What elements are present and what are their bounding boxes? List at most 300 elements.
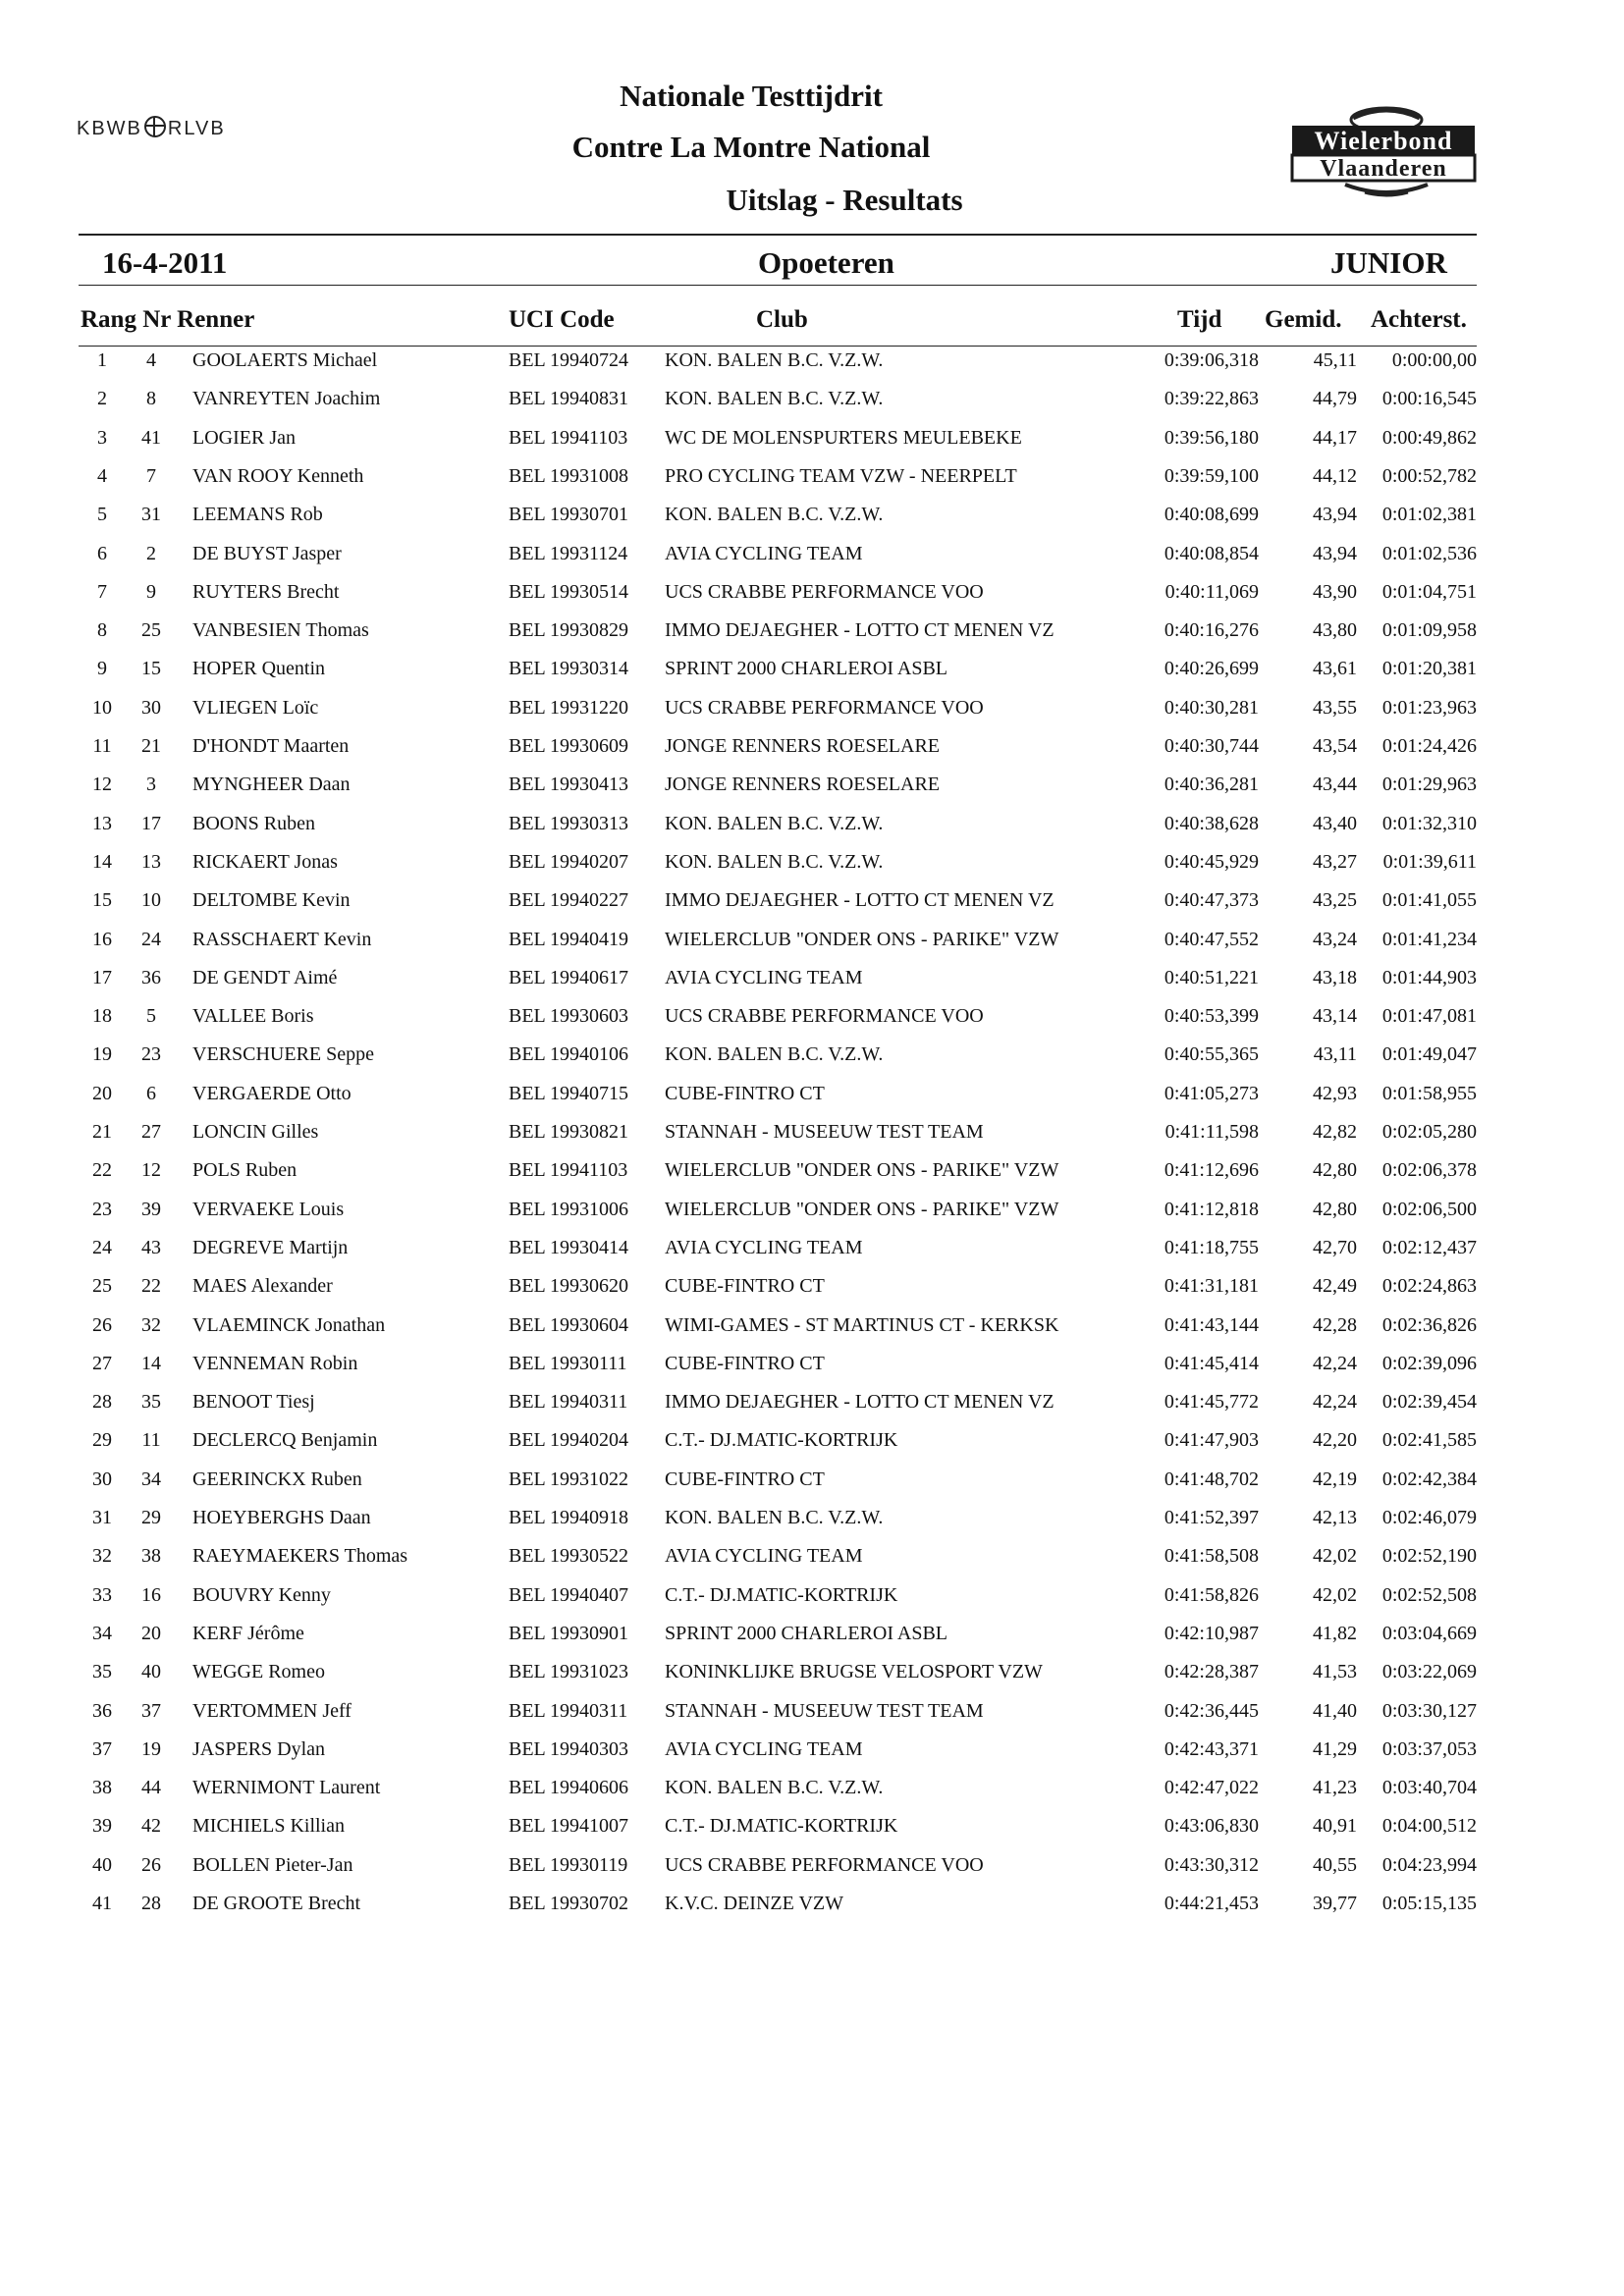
bib-number-cell: 20 xyxy=(141,1622,161,1644)
rider-name-cell: VALLEE Boris xyxy=(192,1005,314,1028)
time-cell: 0:40:45,929 xyxy=(1164,850,1259,873)
rank-cell: 13 xyxy=(92,812,112,834)
title-line-2: Contre La Montre National xyxy=(571,130,931,164)
uci-code-cell: BEL 19940407 xyxy=(509,1583,629,1606)
time-behind-cell: 0:01:58,955 xyxy=(1381,1082,1477,1104)
time-behind-cell: 0:02:06,378 xyxy=(1381,1159,1477,1182)
time-behind-cell: 0:02:39,454 xyxy=(1381,1391,1477,1414)
club-cell: IMMO DEJAEGHER - LOTTO CT MENEN VZ xyxy=(665,889,1055,912)
time-behind-cell: 0:01:24,426 xyxy=(1381,735,1477,757)
time-cell: 0:42:28,387 xyxy=(1164,1661,1259,1683)
time-cell: 0:39:06,318 xyxy=(1164,349,1259,371)
average-speed-cell: 40,55 xyxy=(1313,1853,1357,1876)
average-speed-cell: 42,02 xyxy=(1313,1545,1357,1568)
club-cell: AVIA CYCLING TEAM xyxy=(665,966,863,988)
time-behind-cell: 0:01:41,234 xyxy=(1381,928,1477,950)
uci-code-cell: BEL 19940204 xyxy=(509,1429,629,1452)
col-header-achterst: Achterst. xyxy=(1371,306,1467,333)
average-speed-cell: 43,94 xyxy=(1313,542,1357,564)
club-cell: JONGE RENNERS ROESELARE xyxy=(665,774,941,796)
time-cell: 0:40:08,699 xyxy=(1164,504,1259,526)
rider-name-cell: POLS Ruben xyxy=(192,1159,298,1182)
rank-cell: 33 xyxy=(92,1583,112,1606)
rider-name-cell: LONCIN Gilles xyxy=(192,1121,319,1143)
bib-number-cell: 10 xyxy=(141,889,161,912)
uci-code-cell: BEL 19930119 xyxy=(509,1853,628,1876)
bib-number-cell: 32 xyxy=(141,1313,161,1336)
club-cell: KON. BALEN B.C. V.Z.W. xyxy=(665,1043,884,1066)
club-cell: KON. BALEN B.C. V.Z.W. xyxy=(665,349,884,371)
time-behind-cell: 0:02:52,190 xyxy=(1381,1545,1477,1568)
bib-number-cell: 14 xyxy=(141,1352,161,1374)
col-header-gemid: Gemid. xyxy=(1265,306,1342,333)
uci-code-cell: BEL 19931006 xyxy=(509,1198,629,1220)
time-behind-cell: 0:01:04,751 xyxy=(1381,580,1477,603)
rank-cell: 20 xyxy=(92,1082,112,1104)
rank-cell: 10 xyxy=(92,696,112,719)
time-behind-cell: 0:04:00,512 xyxy=(1381,1815,1477,1838)
club-cell: AVIA CYCLING TEAM xyxy=(665,1236,863,1258)
average-speed-cell: 43,25 xyxy=(1313,889,1357,912)
rank-cell: 15 xyxy=(92,889,112,912)
table-row xyxy=(0,349,1624,387)
rank-cell: 14 xyxy=(92,850,112,873)
time-behind-cell: 0:02:36,826 xyxy=(1381,1313,1477,1336)
time-behind-cell: 0:00:52,782 xyxy=(1381,464,1477,487)
rider-name-cell: BOUVRY Kenny xyxy=(192,1583,331,1606)
bib-number-cell: 31 xyxy=(141,504,161,526)
bib-number-cell: 6 xyxy=(146,1082,156,1104)
rank-cell: 1 xyxy=(97,349,107,371)
bib-number-cell: 42 xyxy=(141,1815,161,1838)
time-cell: 0:40:36,281 xyxy=(1164,774,1259,796)
rank-cell: 3 xyxy=(97,426,107,449)
rank-cell: 28 xyxy=(92,1391,112,1414)
table-row xyxy=(0,658,1624,695)
club-cell: AVIA CYCLING TEAM xyxy=(665,542,863,564)
rider-name-cell: DE BUYST Jasper xyxy=(192,542,342,564)
average-speed-cell: 44,79 xyxy=(1313,388,1357,410)
table-row xyxy=(0,1237,1624,1274)
club-cell: UCS CRABBE PERFORMANCE VOO xyxy=(665,696,984,719)
rider-name-cell: RUYTERS Brecht xyxy=(192,580,340,603)
club-cell: KON. BALEN B.C. V.Z.W. xyxy=(665,812,884,834)
table-row xyxy=(0,1391,1624,1428)
table-row xyxy=(0,1623,1624,1660)
uci-code-cell: BEL 19930702 xyxy=(509,1893,629,1914)
club-cell: WIELERCLUB "ONDER ONS - PARIKE" VZW xyxy=(665,1198,1059,1220)
rider-name-cell: VERGAERDE Otto xyxy=(192,1082,352,1104)
rank-cell: 19 xyxy=(92,1043,112,1066)
rank-cell: 25 xyxy=(92,1275,112,1298)
table-row xyxy=(0,1314,1624,1352)
time-behind-cell: 0:02:52,508 xyxy=(1381,1583,1477,1606)
rank-cell: 8 xyxy=(97,619,107,642)
rider-name-cell: MICHIELS Killian xyxy=(192,1815,345,1838)
average-speed-cell: 43,90 xyxy=(1313,580,1357,603)
rider-name-cell: RICKAERT Jonas xyxy=(192,850,338,873)
bib-number-cell: 41 xyxy=(141,426,161,449)
uci-code-cell: BEL 19930701 xyxy=(509,504,629,526)
average-speed-cell: 43,27 xyxy=(1313,850,1357,873)
bib-number-cell: 29 xyxy=(141,1507,161,1528)
average-speed-cell: 43,80 xyxy=(1313,619,1357,642)
table-row xyxy=(0,1353,1624,1390)
table-row xyxy=(0,774,1624,811)
table-row xyxy=(0,1854,1624,1892)
average-speed-cell: 42,70 xyxy=(1313,1236,1357,1258)
bib-number-cell: 8 xyxy=(146,388,156,410)
time-cell: 0:39:22,863 xyxy=(1164,388,1259,410)
uci-code-cell: BEL 19941103 xyxy=(509,1159,628,1182)
rider-name-cell: VENNEMAN Robin xyxy=(192,1352,358,1374)
rider-name-cell: JASPERS Dylan xyxy=(192,1737,326,1760)
average-speed-cell: 42,93 xyxy=(1313,1082,1357,1104)
club-cell: K.V.C. DEINZE VZW xyxy=(665,1893,844,1914)
table-row xyxy=(0,1083,1624,1120)
uci-code-cell: BEL 19940106 xyxy=(509,1043,629,1066)
rank-cell: 11 xyxy=(92,735,112,757)
rider-name-cell: WEGGE Romeo xyxy=(192,1661,325,1683)
club-cell: KON. BALEN B.C. V.Z.W. xyxy=(665,1777,884,1799)
time-behind-cell: 0:01:02,536 xyxy=(1381,542,1477,564)
rank-cell: 29 xyxy=(92,1429,112,1452)
uci-code-cell: BEL 19940207 xyxy=(509,850,629,873)
rider-name-cell: HOPER Quentin xyxy=(192,658,325,680)
time-behind-cell: 0:05:15,135 xyxy=(1381,1893,1477,1914)
average-speed-cell: 42,13 xyxy=(1313,1507,1357,1528)
uci-code-cell: BEL 19930111 xyxy=(509,1352,627,1374)
time-cell: 0:41:18,755 xyxy=(1164,1236,1259,1258)
average-speed-cell: 43,61 xyxy=(1313,658,1357,680)
time-behind-cell: 0:01:39,611 xyxy=(1382,850,1477,873)
table-row xyxy=(0,465,1624,503)
club-cell: C.T.- DJ.MATIC-KORTRIJK xyxy=(665,1429,898,1452)
uci-code-cell: BEL 19930620 xyxy=(509,1275,629,1298)
average-speed-cell: 41,53 xyxy=(1313,1661,1357,1683)
uci-code-cell: BEL 19930821 xyxy=(509,1121,629,1143)
rider-name-cell: RAEYMAEKERS Thomas xyxy=(192,1545,408,1568)
time-behind-cell: 0:00:00,00 xyxy=(1391,349,1477,371)
kbwb-text: KBWB xyxy=(77,118,142,139)
rank-cell: 34 xyxy=(92,1622,112,1644)
time-cell: 0:41:47,903 xyxy=(1164,1429,1259,1452)
rank-cell: 18 xyxy=(92,1005,112,1028)
uci-code-cell: BEL 19930413 xyxy=(509,774,629,796)
rank-cell: 21 xyxy=(92,1121,112,1143)
time-cell: 0:42:47,022 xyxy=(1164,1777,1259,1799)
time-behind-cell: 0:02:12,437 xyxy=(1381,1236,1477,1258)
time-cell: 0:43:30,312 xyxy=(1164,1853,1259,1876)
time-behind-cell: 0:02:05,280 xyxy=(1381,1121,1477,1143)
header-rule-top xyxy=(79,234,1477,236)
rider-name-cell: DEGREVE Martijn xyxy=(192,1236,349,1258)
rider-name-cell: MAES Alexander xyxy=(192,1275,333,1298)
uci-code-cell: BEL 19930414 xyxy=(509,1236,629,1258)
time-behind-cell: 0:01:23,963 xyxy=(1381,696,1477,719)
uci-code-cell: BEL 19930609 xyxy=(509,735,629,757)
time-behind-cell: 0:01:09,958 xyxy=(1381,619,1477,642)
time-cell: 0:41:43,144 xyxy=(1164,1313,1259,1336)
time-behind-cell: 0:01:47,081 xyxy=(1381,1005,1477,1028)
rider-name-cell: VLIEGEN Loïc xyxy=(192,696,319,719)
club-cell: WIELERCLUB "ONDER ONS - PARIKE" VZW xyxy=(665,1159,1059,1182)
time-cell: 0:40:11,069 xyxy=(1164,580,1259,603)
uci-code-cell: BEL 19931220 xyxy=(509,696,629,719)
time-cell: 0:40:47,552 xyxy=(1164,928,1259,950)
rank-cell: 40 xyxy=(92,1853,112,1876)
bib-number-cell: 9 xyxy=(146,580,156,603)
bib-number-cell: 30 xyxy=(141,696,161,719)
time-behind-cell: 0:01:32,310 xyxy=(1381,812,1477,834)
rider-name-cell: VERTOMMEN Jeff xyxy=(192,1699,352,1722)
bib-number-cell: 5 xyxy=(146,1005,156,1028)
rider-name-cell: GEERINCKX Ruben xyxy=(192,1468,362,1490)
rider-name-cell: VAN ROOY Kenneth xyxy=(192,464,364,487)
table-row xyxy=(0,1005,1624,1042)
time-cell: 0:41:05,273 xyxy=(1164,1082,1259,1104)
average-speed-cell: 43,14 xyxy=(1313,1005,1357,1028)
time-cell: 0:40:30,281 xyxy=(1164,696,1259,719)
time-cell: 0:40:26,699 xyxy=(1164,658,1259,680)
time-cell: 0:41:58,508 xyxy=(1164,1545,1259,1568)
average-speed-cell: 44,12 xyxy=(1313,464,1357,487)
time-cell: 0:40:53,399 xyxy=(1164,1005,1259,1028)
time-behind-cell: 0:03:30,127 xyxy=(1381,1699,1477,1722)
table-row xyxy=(0,1429,1624,1467)
average-speed-cell: 42,24 xyxy=(1313,1352,1357,1374)
average-speed-cell: 41,29 xyxy=(1313,1737,1357,1760)
table-row xyxy=(0,1121,1624,1158)
rider-name-cell: VERVAEKE Louis xyxy=(192,1198,345,1220)
club-cell: KON. BALEN B.C. V.Z.W. xyxy=(665,388,884,410)
time-behind-cell: 0:02:39,096 xyxy=(1381,1352,1477,1374)
time-behind-cell: 0:01:41,055 xyxy=(1381,889,1477,912)
rider-name-cell: GOOLAERTS Michael xyxy=(192,349,378,371)
rank-cell: 26 xyxy=(92,1313,112,1336)
rank-cell: 5 xyxy=(97,504,107,526)
time-cell: 0:41:45,772 xyxy=(1164,1391,1259,1414)
time-behind-cell: 0:01:49,047 xyxy=(1381,1043,1477,1066)
bib-number-cell: 4 xyxy=(146,349,156,371)
bib-number-cell: 21 xyxy=(141,735,161,757)
time-cell: 0:43:06,830 xyxy=(1164,1815,1259,1838)
uci-code-cell: BEL 19930522 xyxy=(509,1545,629,1568)
bib-number-cell: 19 xyxy=(141,1737,161,1760)
title-line-1: Nationale Testtijdrit xyxy=(620,79,883,113)
time-cell: 0:40:47,373 xyxy=(1164,889,1259,912)
time-behind-cell: 0:02:46,079 xyxy=(1381,1507,1477,1528)
uci-code-cell: BEL 19931023 xyxy=(509,1661,629,1683)
rank-cell: 31 xyxy=(92,1507,112,1528)
average-speed-cell: 42,02 xyxy=(1313,1583,1357,1606)
bib-number-cell: 44 xyxy=(141,1777,161,1799)
time-behind-cell: 0:01:02,381 xyxy=(1381,504,1477,526)
rider-name-cell: DECLERCQ Benjamin xyxy=(192,1429,378,1452)
table-row xyxy=(0,1275,1624,1312)
average-speed-cell: 43,24 xyxy=(1313,928,1357,950)
rank-cell: 24 xyxy=(92,1236,112,1258)
time-cell: 0:39:59,100 xyxy=(1164,464,1259,487)
uci-code-cell: BEL 19930514 xyxy=(509,580,629,603)
uci-code-cell: BEL 19940715 xyxy=(509,1082,629,1104)
bib-number-cell: 39 xyxy=(141,1198,161,1220)
club-cell: STANNAH - MUSEEUW TEST TEAM xyxy=(665,1121,984,1143)
table-row xyxy=(0,1893,1624,1930)
table-row xyxy=(0,1507,1624,1544)
rank-cell: 4 xyxy=(97,464,107,487)
uci-code-cell: BEL 19940303 xyxy=(509,1737,629,1760)
bib-number-cell: 23 xyxy=(141,1043,161,1066)
club-cell: UCS CRABBE PERFORMANCE VOO xyxy=(665,1853,984,1876)
uci-code-cell: BEL 19940724 xyxy=(509,349,629,371)
uci-code-cell: BEL 19930829 xyxy=(509,619,629,642)
table-row xyxy=(0,1043,1624,1081)
club-cell: CUBE-FINTRO CT xyxy=(665,1352,825,1374)
time-cell: 0:42:36,445 xyxy=(1164,1699,1259,1722)
rider-name-cell: LOGIER Jan xyxy=(192,426,296,449)
rider-name-cell: DELTOMBE Kevin xyxy=(192,889,351,912)
average-speed-cell: 41,40 xyxy=(1313,1699,1357,1722)
time-cell: 0:40:30,744 xyxy=(1164,735,1259,757)
bib-number-cell: 16 xyxy=(141,1583,161,1606)
uci-code-cell: BEL 19941103 xyxy=(509,426,628,449)
rider-name-cell: HOEYBERGHS Daan xyxy=(192,1507,371,1528)
time-cell: 0:41:48,702 xyxy=(1164,1468,1259,1490)
rank-cell: 38 xyxy=(92,1777,112,1799)
uci-code-cell: BEL 19940918 xyxy=(509,1507,629,1528)
average-speed-cell: 42,82 xyxy=(1313,1121,1357,1143)
uci-code-cell: BEL 19940831 xyxy=(509,388,629,410)
time-behind-cell: 0:03:22,069 xyxy=(1381,1661,1477,1683)
time-cell: 0:40:16,276 xyxy=(1164,619,1259,642)
bib-number-cell: 2 xyxy=(146,542,156,564)
club-cell: KON. BALEN B.C. V.Z.W. xyxy=(665,850,884,873)
rider-name-cell: VERSCHUERE Seppe xyxy=(192,1043,374,1066)
time-cell: 0:40:08,854 xyxy=(1164,542,1259,564)
time-cell: 0:42:43,371 xyxy=(1164,1737,1259,1760)
rank-cell: 36 xyxy=(92,1699,112,1722)
race-date: 16-4-2011 xyxy=(102,245,228,280)
time-cell: 0:40:55,365 xyxy=(1164,1043,1259,1066)
average-speed-cell: 39,77 xyxy=(1313,1893,1357,1914)
club-cell: KONINKLIJKE BRUGSE VELOSPORT VZW xyxy=(665,1661,1043,1683)
uci-code-cell: BEL 19940419 xyxy=(509,928,629,950)
rank-cell: 39 xyxy=(92,1815,112,1838)
rider-name-cell: DE GENDT Aimé xyxy=(192,966,338,988)
table-row xyxy=(0,967,1624,1004)
club-cell: WC DE MOLENSPURTERS MEULEBEKE xyxy=(665,426,1022,449)
average-speed-cell: 42,28 xyxy=(1313,1313,1357,1336)
table-row xyxy=(0,504,1624,541)
bib-number-cell: 17 xyxy=(141,812,161,834)
average-speed-cell: 42,20 xyxy=(1313,1429,1357,1452)
rank-cell: 17 xyxy=(92,966,112,988)
average-speed-cell: 42,19 xyxy=(1313,1468,1357,1490)
club-cell: WIMI-GAMES - ST MARTINUS CT - KERKSK xyxy=(665,1313,1059,1336)
svg-text:Wielerbond: Wielerbond xyxy=(1314,127,1453,155)
rank-cell: 9 xyxy=(97,658,107,680)
average-speed-cell: 44,17 xyxy=(1313,426,1357,449)
rank-cell: 22 xyxy=(92,1159,112,1182)
uci-code-cell: BEL 19930901 xyxy=(509,1622,629,1644)
race-location: Opoeteren xyxy=(758,245,894,280)
col-header-club: Club xyxy=(756,306,808,333)
average-speed-cell: 42,80 xyxy=(1313,1159,1357,1182)
time-cell: 0:42:10,987 xyxy=(1164,1622,1259,1644)
club-cell: KON. BALEN B.C. V.Z.W. xyxy=(665,504,884,526)
time-cell: 0:41:31,181 xyxy=(1164,1275,1259,1298)
club-cell: C.T.- DJ.MATIC-KORTRIJK xyxy=(665,1583,898,1606)
bib-number-cell: 25 xyxy=(141,619,161,642)
table-row xyxy=(0,889,1624,927)
time-behind-cell: 0:01:44,903 xyxy=(1381,966,1477,988)
club-cell: SPRINT 2000 CHARLEROI ASBL xyxy=(665,1622,948,1644)
uci-code-cell: BEL 19940617 xyxy=(509,966,629,988)
average-speed-cell: 40,91 xyxy=(1313,1815,1357,1838)
rider-name-cell: BOLLEN Pieter-Jan xyxy=(192,1853,353,1876)
average-speed-cell: 43,54 xyxy=(1313,735,1357,757)
time-behind-cell: 0:01:20,381 xyxy=(1381,658,1477,680)
rider-name-cell: BOONS Ruben xyxy=(192,812,316,834)
table-row xyxy=(0,735,1624,773)
rank-cell: 30 xyxy=(92,1468,112,1490)
time-behind-cell: 0:02:41,585 xyxy=(1381,1429,1477,1452)
time-behind-cell: 0:02:24,863 xyxy=(1381,1275,1477,1298)
rider-name-cell: VANBESIEN Thomas xyxy=(192,619,369,642)
club-cell: PRO CYCLING TEAM VZW - NEERPELT xyxy=(665,464,1017,487)
bib-number-cell: 34 xyxy=(141,1468,161,1490)
table-row xyxy=(0,697,1624,734)
club-cell: UCS CRABBE PERFORMANCE VOO xyxy=(665,1005,984,1028)
bib-number-cell: 3 xyxy=(146,774,156,796)
club-cell: IMMO DEJAEGHER - LOTTO CT MENEN VZ xyxy=(665,1391,1055,1414)
table-row xyxy=(0,619,1624,657)
bib-number-cell: 26 xyxy=(141,1853,161,1876)
uci-code-cell: BEL 19940606 xyxy=(509,1777,629,1799)
col-header-rang-nr-renner: Rang Nr Renner xyxy=(81,306,255,333)
rank-cell: 37 xyxy=(92,1737,112,1760)
rank-cell: 35 xyxy=(92,1661,112,1683)
club-cell: IMMO DEJAEGHER - LOTTO CT MENEN VZ xyxy=(665,619,1055,642)
bib-number-cell: 27 xyxy=(141,1121,161,1143)
uci-code-cell: BEL 19940227 xyxy=(509,889,629,912)
bib-number-cell: 28 xyxy=(141,1893,161,1914)
average-speed-cell: 45,11 xyxy=(1313,349,1357,371)
table-row xyxy=(0,1545,1624,1582)
time-cell: 0:41:58,826 xyxy=(1164,1583,1259,1606)
table-row xyxy=(0,1468,1624,1506)
svg-text:Vlaanderen: Vlaanderen xyxy=(1320,156,1447,182)
average-speed-cell: 43,94 xyxy=(1313,504,1357,526)
table-row xyxy=(0,388,1624,425)
average-speed-cell: 43,40 xyxy=(1313,812,1357,834)
club-cell: CUBE-FINTRO CT xyxy=(665,1082,825,1104)
club-cell: STANNAH - MUSEEUW TEST TEAM xyxy=(665,1699,984,1722)
rank-cell: 2 xyxy=(97,388,107,410)
rank-cell: 6 xyxy=(97,542,107,564)
time-behind-cell: 0:01:29,963 xyxy=(1381,774,1477,796)
rank-cell: 41 xyxy=(92,1893,112,1914)
title-line-3: Uitslag - Resultats xyxy=(726,183,963,217)
uci-code-cell: BEL 19930313 xyxy=(509,812,629,834)
uci-code-cell: BEL 19941007 xyxy=(509,1815,629,1838)
rider-name-cell: DE GROOTE Brecht xyxy=(192,1893,361,1914)
bib-number-cell: 11 xyxy=(141,1429,161,1452)
club-cell: C.T.- DJ.MATIC-KORTRIJK xyxy=(665,1815,898,1838)
uci-code-cell: BEL 19931124 xyxy=(509,542,628,564)
club-cell: WIELERCLUB "ONDER ONS - PARIKE" VZW xyxy=(665,928,1059,950)
